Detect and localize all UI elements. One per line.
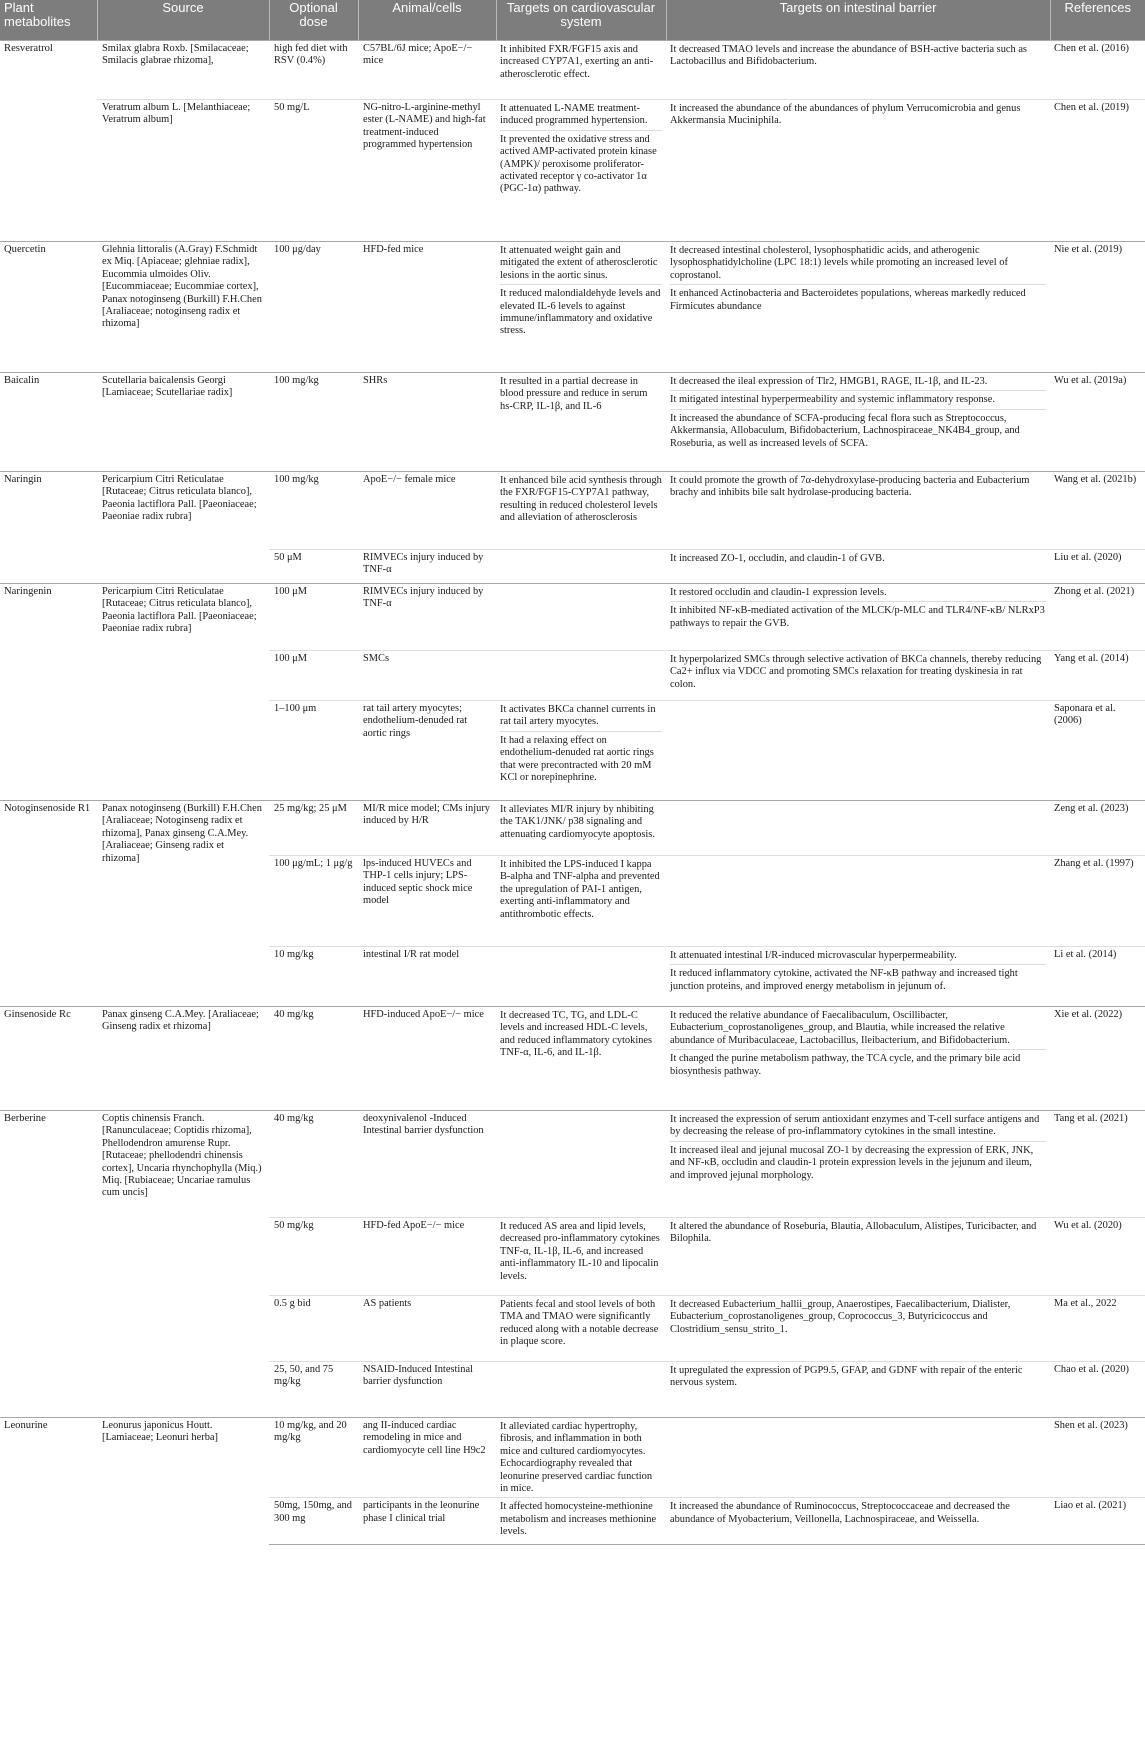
reference-cell: Liao et al. (2021): [1050, 1498, 1145, 1545]
cardio-targets-cell: [496, 1498, 666, 1545]
source-cell: Smilax glabra Roxb. [Smilacaceae; Smilacis glabrae rhizoma],: [97, 41, 269, 100]
reference-cell: Chao et al. (2020): [1050, 1362, 1145, 1418]
cardio-targets-cell: [496, 1218, 666, 1296]
animal-cells-cell: ApoE−/− female mice: [358, 472, 496, 550]
cardio-targets-cell-entry: It alleviates MI/R injury by nhibiting the TAK1/JNK/ p38 signaling and attenuating cardiomyocyte apoptosis.: [500, 804, 655, 840]
table-row: [0, 41, 1145, 100]
intestinal-targets-cell-entry: It decreased TMAO levels and increase the abundance of BSH-active bacteria such as Lactobacillus and Bifidobacterium.: [670, 44, 1027, 68]
intestinal-targets-cell-entry: It enhanced Actinobacteria and Bacteroidetes populations, whereas markedly reduced Firmicutes abundance: [670, 288, 1026, 312]
cardio-targets-cell-entry: It attenuated L-NAME treatment-induced programmed hypertension.: [500, 100, 662, 131]
dose-cell: high fed diet with RSV (0.4%): [269, 41, 358, 100]
table-row: [0, 373, 1145, 472]
intestinal-targets-cell: [666, 550, 1050, 584]
animal-cells-cell: NSAID-Induced Intestinal barrier dysfunction: [358, 1362, 496, 1418]
cardio-targets-cell: [496, 472, 666, 550]
cardio-targets-cell-entry: It alleviated cardiac hypertrophy, fibrosis, and inflammation in both mice and cultured cardiomyocytes. Echocardiography revealed that leonurine preserved cardiac function in mice.: [500, 1421, 653, 1495]
intestinal-targets-cell-entry: It increased ileal and jejunal mucosal ZO-1 by decreasing the expression of ERK, JNK, and NF-κB, occludin and claudin-1 protein expression levels in the jejunum and ileum, and improved jejunal morphology.: [670, 1144, 1034, 1181]
animal-cells-cell: participants in the leonurine phase I clinical trial: [358, 1498, 496, 1545]
header-row: [0, 0, 1145, 41]
table-row: [0, 1007, 1145, 1111]
reference-cell: Wu et al. (2019a): [1050, 373, 1145, 472]
intestinal-targets-cell: [666, 1418, 1050, 1498]
intestinal-targets-cell-entry: It restored occludin and claudin-1 expression levels.: [670, 584, 1046, 602]
cardio-targets-cell: [496, 41, 666, 100]
plant-metabolite-cell: Naringin: [0, 472, 97, 584]
intestinal-targets-cell-entry: It increased the expression of serum antioxidant enzymes and T-cell surface antigens and by decreasing the release of pro-inflammatory cytokines in the small intestine.: [670, 1111, 1046, 1142]
intestinal-targets-cell-entry: It attenuated intestinal I/R-induced microvascular hyperpermeability.: [670, 947, 1046, 965]
intestinal-targets-cell-entry: It could promote the growth of 7α-dehydroxylase-producing bacteria and Eubacterium brachy and inhibits bile salt hydrolase-producing bacteria.: [670, 475, 1030, 499]
animal-cells-cell: RIMVECs injury induced by TNF-α: [358, 550, 496, 584]
plant-metabolite-cell: Naringenin: [0, 584, 97, 801]
cardio-targets-cell: [496, 801, 666, 856]
cardio-targets-cell-entry: It resulted in a partial decrease in blood pressure and reduce in serum hs-CRP, IL-1β, and IL-6: [500, 376, 648, 412]
dose-cell: 100 mg/kg: [269, 472, 358, 550]
cardio-targets-cell: [496, 373, 666, 472]
cardio-targets-cell-entry: It affected homocysteine-methionine metabolism and increases methionine levels.: [500, 1501, 657, 1538]
cardio-targets-cell: [496, 1296, 666, 1362]
intestinal-targets-cell: [666, 801, 1050, 856]
animal-cells-cell: RIMVECs injury induced by TNF-α: [358, 584, 496, 651]
intestinal-targets-cell: [666, 947, 1050, 1007]
dose-cell: 10 mg/kg: [269, 947, 358, 1007]
intestinal-targets-cell-entry: It changed the purine metabolism pathway, the TCA cycle, and the primary bile acid biosynthesis pathway.: [670, 1053, 1021, 1077]
header-plant-metabolites: Plant metabolites: [0, 0, 97, 41]
animal-cells-cell: ang II-induced cardiac remodeling in mice and cardiomyocyte cell line H9c2: [358, 1418, 496, 1498]
reference-cell: Zhong et al. (2021): [1050, 584, 1145, 651]
intestinal-targets-cell-entry: It altered the abundance of Roseburia, Blautia, Allobaculum, Alistipes, Turicibacter, and Bilophila.: [670, 1221, 1037, 1245]
animal-cells-cell: rat tail artery myocytes; endothelium-denuded rat aortic rings: [358, 701, 496, 801]
intestinal-targets-cell: [666, 472, 1050, 550]
source-cell: Pericarpium Citri Reticulatae [Rutaceae; Citrus reticulata blanco], Paeonia lactiflora Pall. [Paeoniaceae; Paeoniae radix rubra]: [97, 584, 269, 801]
header-animal-cells: Animal/cells: [358, 0, 496, 41]
cardio-targets-cell-entry: It prevented the oxidative stress and actived AMP-activated protein kinase (AMPK)/ peroxisome proliferator-activated receptor γ co-activator 1α (PGC-1α) pathway.: [500, 133, 657, 195]
intestinal-targets-cell: [666, 1111, 1050, 1218]
animal-cells-cell: HFD-fed ApoE−/− mice: [358, 1218, 496, 1296]
cardio-targets-cell: [496, 1362, 666, 1418]
plant-metabolite-cell: Leonurine: [0, 1418, 97, 1545]
intestinal-targets-cell: [666, 584, 1050, 651]
header-optional-dose: Optional dose: [269, 0, 358, 41]
table-row: [0, 100, 1145, 242]
animal-cells-cell: SHRs: [358, 373, 496, 472]
intestinal-targets-cell-entry: It increased ZO-1, occludin, and claudin-1 of GVB.: [670, 553, 885, 564]
intestinal-targets-cell-entry: It decreased intestinal cholesterol, lysophosphatidic acids, and atherogenic lysophosphatidylcholine (LPC 18:1) levels while promoting an increased level of coprostanol.: [670, 242, 1046, 285]
intestinal-targets-cell-entry: It increased the abundance of Ruminococcus, Streptococcaceae and decreased the abundance of Myobacterium, Veillonella, Lachnospiraceae, and Weissella.: [670, 1501, 1010, 1525]
intestinal-targets-cell-entry: It hyperpolarized SMCs through selective activation of BKCa channels, thereby reducing Ca2+ influx via VDCC and promoting SMCs relaxation for treating dyskinesia in rat colon.: [670, 654, 1042, 690]
intestinal-targets-cell: [666, 1218, 1050, 1296]
source-cell: Scutellaria baicalensis Georgi [Lamiaceae; Scutellariae radix]: [97, 373, 269, 472]
dose-cell: 100 mg/kg: [269, 373, 358, 472]
intestinal-targets-cell: [666, 856, 1050, 947]
cardio-targets-cell-entry: It reduced malondialdehyde levels and elevated IL-6 levels to against immune/inflammatory and oxidative stress.: [500, 288, 661, 337]
reference-cell: Zeng et al. (2023): [1050, 801, 1145, 856]
intestinal-targets-cell: [666, 1362, 1050, 1418]
table-row: [0, 472, 1145, 550]
intestinal-targets-cell-entry: It inhibited NF-κB-mediated activation of the MLCK/p-MLC and TLR4/NF-κB/ NLRxP3 pathways to repair the GVB.: [670, 605, 1045, 629]
reference-cell: Nie et al. (2019): [1050, 242, 1145, 373]
intestinal-targets-cell: [666, 1296, 1050, 1362]
plant-metabolite-cell: Baicalin: [0, 373, 97, 472]
reference-cell: Liu et al. (2020): [1050, 550, 1145, 584]
intestinal-targets-cell-entry: It decreased the ileal expression of Tlr2, HMGB1, RAGE, IL-1β, and IL-23.: [670, 373, 1046, 391]
cardio-targets-cell: [496, 651, 666, 701]
intestinal-targets-cell: [666, 373, 1050, 472]
plant-metabolite-cell: Notoginsenoside R1: [0, 801, 97, 1007]
intestinal-targets-cell: [666, 701, 1050, 801]
reference-cell: Wang et al. (2021b): [1050, 472, 1145, 550]
cardio-targets-cell-entry: It had a relaxing effect on endothelium-denuded rat aortic rings that were precontracted with 20 mM KCl or norepinephrine.: [500, 734, 654, 784]
dose-cell: 100 μg/day: [269, 242, 358, 373]
animal-cells-cell: lps-induced HUVECs and THP-1 cells injury; LPS-induced septic shock mice model: [358, 856, 496, 947]
reference-cell: Zhang et al. (1997): [1050, 856, 1145, 947]
table-row: [0, 1418, 1145, 1498]
animal-cells-cell: C57BL/6J mice; ApoE−/− mice: [358, 41, 496, 100]
intestinal-targets-cell: [666, 651, 1050, 701]
intestinal-targets-cell-entry: It increased the abundance of SCFA-producing fecal flora such as Streptococcus, Akkermansia, Allobaculum, Bifidobacterium, Lachnospiraceae_NK4B4_group, and Roseburia, as well as increased levels of SCFA.: [670, 412, 1020, 449]
cardio-targets-cell: [496, 100, 666, 242]
reference-cell: Tang et al. (2021): [1050, 1111, 1145, 1218]
cardio-targets-cell: [496, 1418, 666, 1498]
dose-cell: 100 μM: [269, 584, 358, 651]
animal-cells-cell: HFD-induced ApoE−/− mice: [358, 1007, 496, 1111]
animal-cells-cell: HFD-fed mice: [358, 242, 496, 373]
source-cell: Leonurus japonicus Houtt. [Lamiaceae; Leonuri herba]: [97, 1418, 269, 1545]
cardio-targets-cell: [496, 701, 666, 801]
intestinal-targets-cell-entry: It reduced the relative abundance of Faecalibaculum, Oscillibacter, Eubacterium_coprostanoligenes_group, and Blautia, while increased the relative abundance of Muribaculaceae, Lactobacillus, Ileibacterium, and Bifidobacterium.: [670, 1007, 1046, 1050]
cardio-targets-cell: [496, 242, 666, 373]
source-cell: Panax ginseng C.A.Mey. [Araliaceae; Ginseng radix et rhizoma]: [97, 1007, 269, 1111]
cardio-targets-cell-entry: It activates BKCa channel currents in rat tail artery myocytes.: [500, 701, 662, 732]
dose-cell: 100 μM: [269, 651, 358, 701]
cardio-targets-cell: [496, 1007, 666, 1111]
cardio-targets-cell-entry: It inhibited FXR/FGF15 axis and increased CYP7A1, exerting an anti-atherosclerotic effect.: [500, 44, 654, 80]
table-row: [0, 1111, 1145, 1218]
source-cell: Glehnia littoralis (A.Gray) F.Schmidt ex Miq. [Apiaceae; glehniae radix], Eucommia ulmoides Oliv. [Eucommiaceae; Eucommiae cortex], Panax notoginseng (Burkill) F.H.Chen [Araliaceae; notoginseng radix et rhizoma]: [97, 242, 269, 373]
animal-cells-cell: MI/R mice model; CMs injury induced by H/R: [358, 801, 496, 856]
dose-cell: 100 μg/mL; 1 μg/g: [269, 856, 358, 947]
dose-cell: 1–100 μm: [269, 701, 358, 801]
cardio-targets-cell-entry: It attenuated weight gain and mitigated the extent of atherosclerotic lesions in the aortic sinus.: [500, 242, 662, 285]
dose-cell: 50 mg/L: [269, 100, 358, 242]
source-cell: Coptis chinensis Franch. [Ranunculaceae; Coptidis rhizoma], Phellodendron amurense Rupr. [Rutaceae; phellodendri chinensis cortex], Uncaria rhynchophylla (Miq.) Miq. [Rubiaceae; Uncariae ramulus cum uncis]: [97, 1111, 269, 1418]
reference-cell: Saponara et al. (2006): [1050, 701, 1145, 801]
cardio-targets-cell: [496, 856, 666, 947]
reference-cell: Wu et al. (2020): [1050, 1218, 1145, 1296]
cardio-targets-cell-entry: It enhanced bile acid synthesis through the FXR/FGF15-CYP7A1 pathway, resulting in reduced cholesterol levels and alleviation of atherosclerosis: [500, 475, 662, 524]
intestinal-targets-cell-entry: It mitigated intestinal hyperpermeability and systemic inflammatory response.: [670, 391, 1046, 409]
source-cell: Veratrum album L. [Melanthiaceae; Veratrum album]: [97, 100, 269, 242]
reference-cell: Chen et al. (2019): [1050, 100, 1145, 242]
intestinal-targets-cell: [666, 242, 1050, 373]
intestinal-targets-cell-entry: It reduced inflammatory cytokine, activated the NF-κB pathway and increased tight junction proteins, and improved energy metabolism in jejunum of.: [670, 968, 1018, 992]
cardio-targets-cell-entry: It inhibited the LPS-induced I kappa B-alpha and TNF-alpha and prevented the upregulation of PAI-1 antigen, exerting anti-inflammatory and antithrombotic effects.: [500, 859, 660, 920]
dose-cell: 10 mg/kg, and 20 mg/kg: [269, 1418, 358, 1498]
cardio-targets-cell: [496, 947, 666, 1007]
table-body: [0, 41, 1145, 1545]
plant-metabolite-cell: Quercetin: [0, 242, 97, 373]
dose-cell: 50mg, 150mg, and 300 mg: [269, 1498, 358, 1545]
source-cell: Panax notoginseng (Burkill) F.H.Chen [Araliaceae; Notoginseng radix et rhizoma], Panax ginseng C.A.Mey. [Araliaceae; Ginseng radix et rhizoma]: [97, 801, 269, 1007]
cardio-targets-cell: [496, 1111, 666, 1218]
dose-cell: 40 mg/kg: [269, 1007, 358, 1111]
dose-cell: 40 mg/kg: [269, 1111, 358, 1218]
plant-metabolite-cell: Berberine: [0, 1111, 97, 1418]
dose-cell: 25, 50, and 75 mg/kg: [269, 1362, 358, 1418]
reference-cell: Shen et al. (2023): [1050, 1418, 1145, 1498]
cardio-targets-cell-entry: It reduced AS area and lipid levels, decreased pro-inflammatory cytokines TNF-α, IL-1β, IL-6, and increased anti-inflammatory IL-10 and lipocalin levels.: [500, 1221, 660, 1282]
intestinal-targets-cell: [666, 1007, 1050, 1111]
intestinal-targets-cell: [666, 1498, 1050, 1545]
header-intestinal-targets: Targets on intestinal barrier: [666, 0, 1050, 41]
animal-cells-cell: AS patients: [358, 1296, 496, 1362]
intestinal-targets-cell: [666, 41, 1050, 100]
header-cardio-targets: Targets on cardiovascular system: [496, 0, 666, 41]
animal-cells-cell: deoxynivalenol -Induced Intestinal barrier dysfunction: [358, 1111, 496, 1218]
reference-cell: Li et al. (2014): [1050, 947, 1145, 1007]
cardio-targets-cell: [496, 584, 666, 651]
cardio-targets-cell-entry: It decreased TC, TG, and LDL-C levels and increased HDL-C levels, and reduced inflammatory cytokines TNF-α, IL-6, and IL-1β.: [500, 1010, 653, 1059]
table-row: [0, 242, 1145, 373]
intestinal-targets-cell: [666, 100, 1050, 242]
cardio-targets-cell-entry: Patients fecal and stool levels of both TMA and TMAO were significantly reduced along with a notable decrease in plaque score.: [500, 1299, 659, 1348]
animal-cells-cell: intestinal I/R rat model: [358, 947, 496, 1007]
header-source: Source: [97, 0, 269, 41]
cardio-targets-cell: [496, 550, 666, 584]
reference-cell: Xie et al. (2022): [1050, 1007, 1145, 1111]
intestinal-targets-cell-entry: It upregulated the expression of PGP9.5, GFAP, and GDNF with repair of the enteric nervous system.: [670, 1365, 1023, 1389]
reference-cell: Chen et al. (2016): [1050, 41, 1145, 100]
intestinal-targets-cell-entry: It decreased Eubacterium_hallii_group, Anaerostipes, Faecalibacterium, Dialister, Eubacterium_coprostanoligenes_group, Coprococcus_3, Butyricicoccus and Clostridium_sensu_strito_1.: [670, 1299, 1011, 1335]
plant-metabolite-cell: Ginsenoside Rc: [0, 1007, 97, 1111]
intestinal-targets-cell-entry: It increased the abundance of the abundances of phylum Verrucomicrobia and genus Akkermansia Muciniphila.: [670, 103, 1021, 127]
table-row: [0, 584, 1145, 651]
dose-cell: 50 μM: [269, 550, 358, 584]
table-row: [0, 801, 1145, 856]
dose-cell: 0.5 g bid: [269, 1296, 358, 1362]
animal-cells-cell: NG-nitro-L-arginine-methyl ester (L-NAME) and high-fat treatment-induced programmed hypertension: [358, 100, 496, 242]
reference-cell: Yang et al. (2014): [1050, 651, 1145, 701]
dose-cell: 25 mg/kg; 25 μM: [269, 801, 358, 856]
source-cell: Pericarpium Citri Reticulatae [Rutaceae; Citrus reticulata blanco], Paeonia lactiflora Pall. [Paeoniaceae; Paeoniae radix rubra]: [97, 472, 269, 584]
header-references: References: [1050, 0, 1145, 41]
animal-cells-cell: SMCs: [358, 651, 496, 701]
reference-cell: Ma et al., 2022: [1050, 1296, 1145, 1362]
dose-cell: 50 mg/kg: [269, 1218, 358, 1296]
plant-metabolite-cell: Resveratrol: [0, 41, 97, 242]
